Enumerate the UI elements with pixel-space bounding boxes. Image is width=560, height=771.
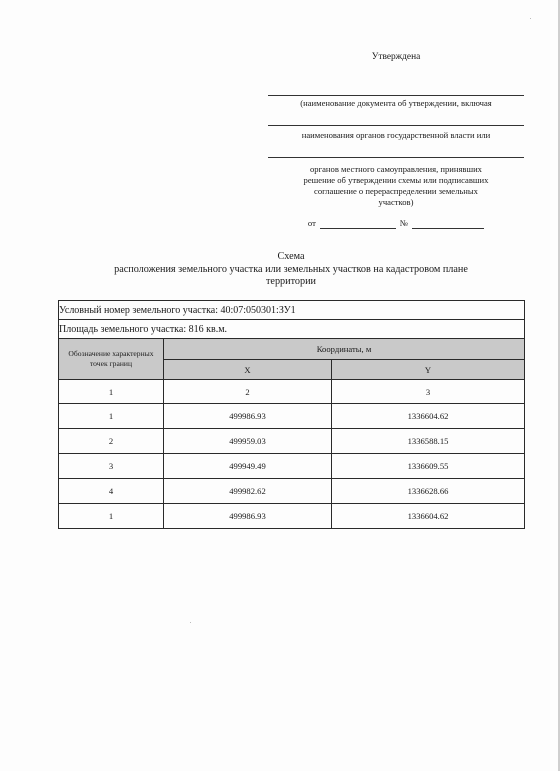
coordinates-table [58, 300, 525, 529]
coords-header: Координаты, м [164, 339, 525, 360]
number-blank [412, 219, 484, 229]
point-label: 1 [59, 504, 164, 529]
approval-line-1 [268, 95, 524, 96]
scan-speck [190, 622, 191, 623]
y-value: 1336628.66 [332, 479, 525, 504]
cadastral-number-row [59, 301, 525, 320]
y-value: 1336604.62 [332, 404, 525, 429]
column-numbers-row [59, 380, 525, 404]
approval-caption-1: (наименование документа об утверждении, включая [300, 98, 492, 108]
number-prefix: № [399, 218, 409, 228]
scheme-title: Схема [277, 251, 305, 262]
y-value: 1336604.62 [332, 504, 525, 529]
x-value: 499986.93 [164, 504, 332, 529]
scheme-heading [60, 251, 522, 289]
x-value: 499986.93 [164, 404, 332, 429]
approval-title: Утверждена [371, 52, 421, 62]
column-number: 2 [164, 380, 332, 404]
approval-caption-3: органов местного самоуправления, принявших решение об утверждении схемы или подписавших соглашение о перераспределении земельных участков) [303, 164, 489, 207]
scheme-subtitle: расположения земельного участка или земельных участков на кадастровом плане территории [114, 263, 468, 287]
approval-line-2 [268, 125, 524, 126]
table-row [59, 404, 525, 429]
approval-line-3 [268, 157, 524, 158]
y-value: 1336588.15 [332, 429, 525, 454]
x-value: 499982.62 [164, 479, 332, 504]
column-number: 3 [332, 380, 525, 404]
scan-speck [530, 18, 531, 19]
point-label: 2 [59, 429, 164, 454]
approval-block [268, 52, 524, 229]
date-blank [320, 219, 396, 229]
area-row [59, 320, 525, 339]
x-value: 499949.49 [164, 454, 332, 479]
y-value: 1336609.55 [332, 454, 525, 479]
table-row [59, 504, 525, 529]
area-value: Площадь земельного участка: 816 кв.м. [59, 320, 525, 339]
table-row [59, 454, 525, 479]
point-label: 3 [59, 454, 164, 479]
table-header-row [59, 339, 525, 360]
table-row [59, 429, 525, 454]
table-row [59, 479, 525, 504]
y-header: Y [332, 360, 525, 380]
approval-caption-2: наименования органов государственной власти или [301, 130, 491, 140]
approval-date-row [268, 218, 524, 229]
points-header: Обозначение характерных точек границ [59, 339, 164, 380]
cadastral-number: Условный номер земельного участка: 40:07:050301:ЗУ1 [59, 301, 525, 320]
point-label: 4 [59, 479, 164, 504]
date-prefix: от [307, 218, 316, 228]
x-value: 499959.03 [164, 429, 332, 454]
x-header: X [164, 360, 332, 380]
point-label: 1 [59, 404, 164, 429]
column-number: 1 [59, 380, 164, 404]
